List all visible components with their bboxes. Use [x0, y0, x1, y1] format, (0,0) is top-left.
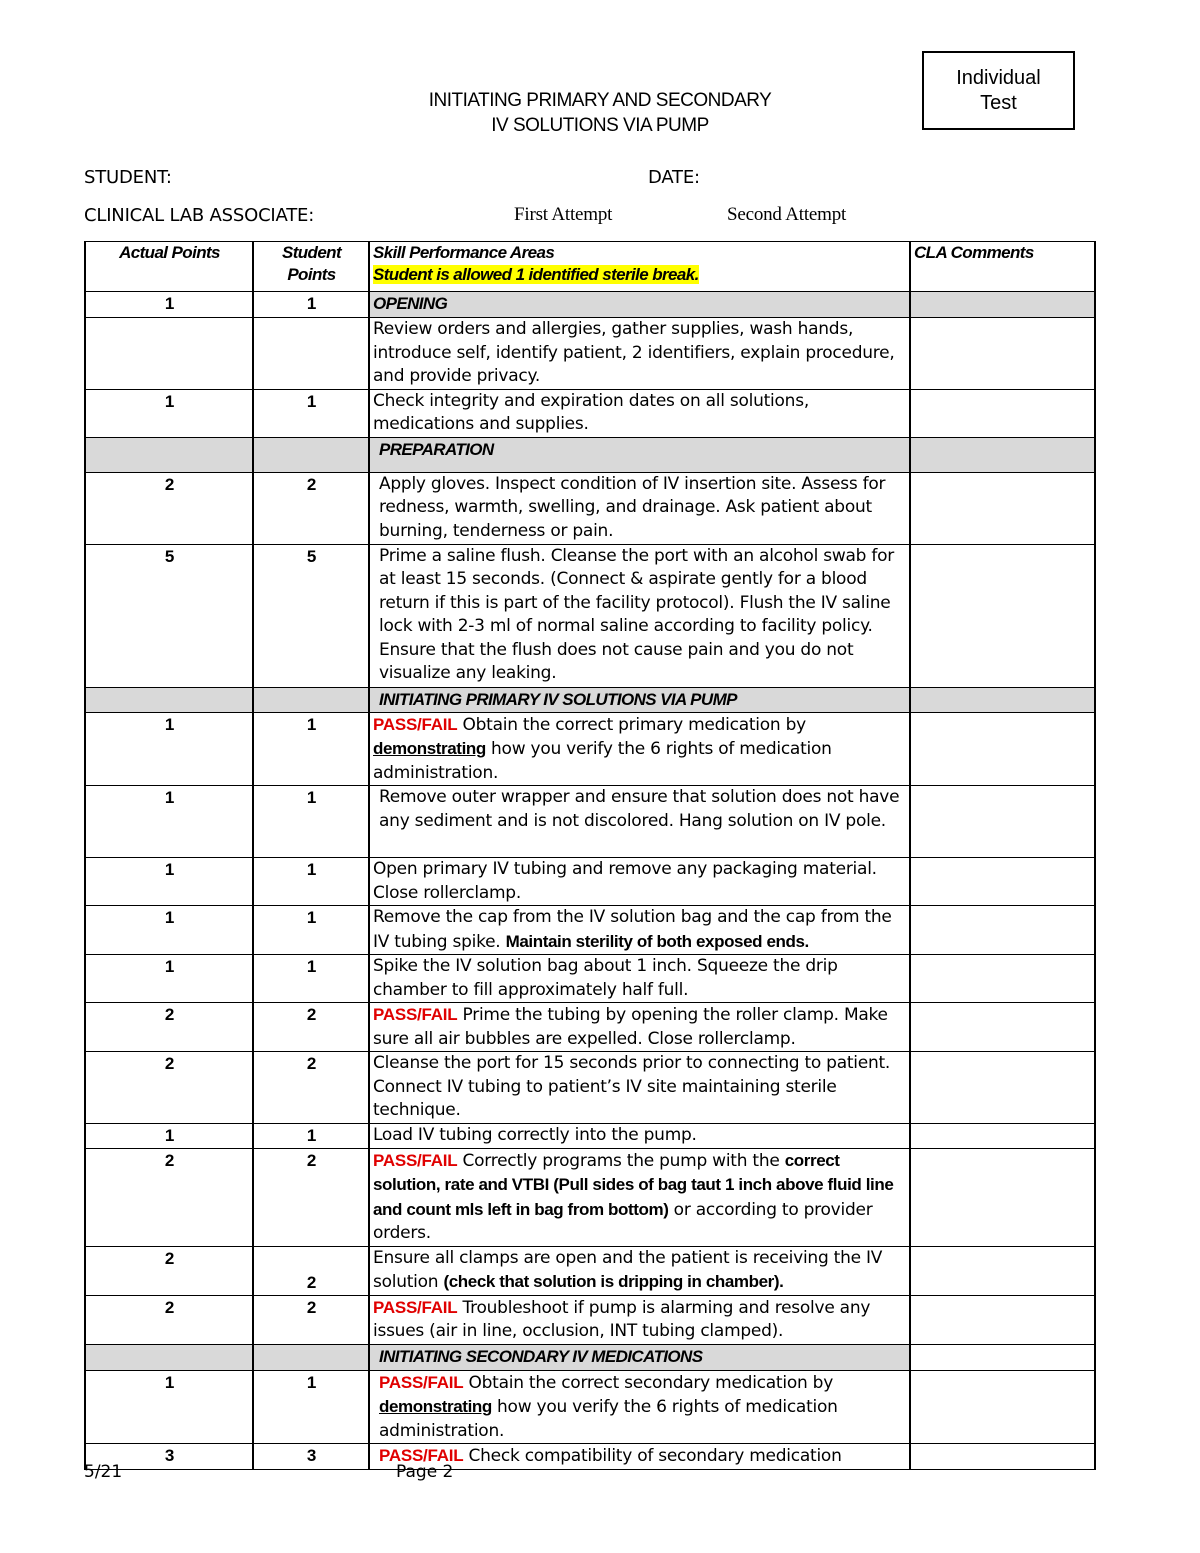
table-row	[85, 786, 1095, 858]
skill-text-part: Remove the cap from the IV solution bag and the cap from the IV tubing spike.	[373, 907, 892, 952]
skill-text: Apply gloves. Inspect condition of IV insertion site. Assess for redness, warmth, swelling, and drainage. Ask patient about burning, tenderness or pain.	[369, 472, 910, 544]
table-row	[85, 858, 1095, 906]
comments-cell	[910, 1295, 1095, 1344]
actual-points: 1	[85, 1370, 253, 1444]
footer-date-code: 5/21	[84, 1462, 123, 1482]
comments-cell	[910, 1052, 1095, 1124]
emphasis-text: correct solution, rate and VTBI (Pull sides of bag taut 1 inch above fluid line and count mls left in bag from bottom)	[373, 1150, 894, 1219]
actual-points: 2	[85, 1052, 253, 1124]
section-label: INITIATING PRIMARY IV SOLUTIONS VIA PUMP	[369, 687, 910, 712]
student-points: 1	[253, 955, 369, 1003]
table-row	[85, 1148, 1095, 1246]
header-skill-title: Skill Performance Areas	[373, 243, 555, 262]
actual-points	[85, 687, 253, 712]
comments-cell	[910, 318, 1095, 390]
comments-cell	[910, 1148, 1095, 1246]
section-row-secondary	[85, 1344, 1095, 1370]
comments-cell	[910, 786, 1095, 858]
header-student-line-2: Points	[287, 265, 336, 284]
skill-text-part: Ensure all clamps are open and the patient is receiving the IV solution	[373, 1247, 883, 1292]
actual-points	[85, 437, 253, 472]
skill-text	[369, 712, 910, 786]
comments-cell	[910, 906, 1095, 955]
student-points: 1	[253, 786, 369, 858]
emphasis-text: demonstrating	[373, 739, 486, 758]
actual-points: 2	[85, 1295, 253, 1344]
section-label: PREPARATION	[369, 437, 910, 472]
skill-text: Spike the IV solution bag about 1 inch. Squeeze the drip chamber to fill approximately half full.	[369, 955, 910, 1003]
student-points: 1	[253, 292, 369, 318]
skill-text-part: Troubleshoot if pump is alarming and resolve any issues (air in line, occlusion, INT tubing clamped).	[373, 1297, 871, 1341]
second-attempt-label: Second Attempt	[727, 204, 847, 225]
skill-text: Load IV tubing correctly into the pump.	[369, 1124, 910, 1149]
table-row	[85, 955, 1095, 1003]
skill-text: Review orders and allergies, gather supplies, wash hands, introduce self, identify patient, 2 identifiers, explain procedure, and provide privacy.	[369, 318, 910, 390]
actual-points: 1	[85, 712, 253, 786]
student-points: 2	[253, 1052, 369, 1124]
student-points: 1	[253, 1124, 369, 1149]
document-title	[300, 88, 900, 138]
emphasis-text: demonstrating	[379, 1397, 492, 1416]
table-row	[85, 544, 1095, 687]
comments-cell	[910, 437, 1095, 472]
comments-cell	[910, 955, 1095, 1003]
section-row-primary	[85, 687, 1095, 712]
skill-text: Remove outer wrapper and ensure that solution does not have any sediment and is not discolored. Hang solution on IV pole.	[369, 786, 910, 858]
table-row	[85, 1370, 1095, 1444]
first-attempt-label: First Attempt	[514, 204, 613, 225]
actual-points: 2	[85, 1148, 253, 1246]
student-points	[253, 687, 369, 712]
comments-cell	[910, 389, 1095, 437]
comments-cell	[910, 1370, 1095, 1444]
skill-text: Prime a saline flush. Cleanse the port with an alcohol swab for at least 15 seconds. (Connect & aspirate gently for a blood return if this is part of the facility protocol). Flush the IV saline lock with 2-3 ml of normal saline according to facility policy. Ensure that the flush does not cause pain and you do not visualize any leaking.	[369, 544, 910, 687]
table-row	[85, 472, 1095, 544]
individual-test-box	[922, 51, 1075, 130]
pass-fail-label: PASS/FAIL	[373, 1005, 458, 1024]
actual-points: 1	[85, 786, 253, 858]
date-label: DATE:	[648, 167, 700, 188]
student-points: 2	[253, 1148, 369, 1246]
student-points	[253, 437, 369, 472]
student-points	[253, 318, 369, 390]
skill-text-part: Check compatibility of secondary medication	[463, 1446, 842, 1466]
skill-text-part: how you verify the 6 rights of medication administration.	[379, 1397, 838, 1441]
student-points: 1	[253, 712, 369, 786]
student-points: 3	[253, 1444, 369, 1470]
comments-cell	[910, 1246, 1095, 1295]
table-row	[85, 1003, 1095, 1052]
table-row	[85, 1246, 1095, 1295]
pass-fail-label: PASS/FAIL	[379, 1372, 464, 1392]
section-row-opening	[85, 292, 1095, 318]
header-skill-performance	[369, 242, 910, 292]
actual-points	[85, 318, 253, 390]
table-row	[85, 1052, 1095, 1124]
pass-fail-label: PASS/FAIL	[373, 714, 458, 734]
skill-text-part: Obtain the correct primary medication by	[457, 714, 806, 735]
table-row	[85, 712, 1095, 786]
title-line-2: IV SOLUTIONS VIA PUMP	[491, 115, 709, 136]
comments-cell	[910, 544, 1095, 687]
comments-cell	[910, 472, 1095, 544]
section-row-preparation	[85, 437, 1095, 472]
actual-points: 2	[85, 472, 253, 544]
actual-points: 1	[85, 292, 253, 318]
comments-cell	[910, 858, 1095, 906]
badge-line-1: Individual	[956, 66, 1041, 89]
header-cla-comments: CLA Comments	[910, 242, 1095, 292]
skill-text	[369, 906, 910, 955]
header-student-points	[253, 242, 369, 292]
pass-fail-label: PASS/FAIL	[373, 1297, 458, 1317]
skill-text	[369, 1148, 910, 1246]
comments-cell	[910, 1003, 1095, 1052]
table-row	[85, 1444, 1095, 1470]
table-row	[85, 1295, 1095, 1344]
emphasis-text: (check that solution is dripping in chamber).	[443, 1272, 784, 1291]
student-points: 5	[253, 544, 369, 687]
student-points: 2	[253, 1295, 369, 1344]
student-points: 2	[253, 1246, 369, 1295]
skill-text	[369, 1246, 910, 1295]
footer-page-number: Page 2	[396, 1462, 454, 1482]
student-points: 1	[253, 858, 369, 906]
skill-text: Cleanse the port for 15 seconds prior to connecting to patient. Connect IV tubing to patient’s IV site maintaining sterile technique.	[369, 1052, 910, 1124]
comments-cell	[910, 1444, 1095, 1470]
sterile-break-note: Student is allowed 1 identified sterile break.	[373, 265, 699, 284]
actual-points: 3	[85, 1444, 253, 1470]
title-line-1: INITIATING PRIMARY AND SECONDARY	[428, 90, 772, 111]
section-label: OPENING	[369, 292, 910, 318]
table-row	[85, 389, 1095, 437]
skills-checklist-table	[84, 241, 1096, 1470]
skill-text-part: or according to provider orders.	[373, 1199, 873, 1243]
student-points: 2	[253, 472, 369, 544]
skill-text	[369, 1003, 910, 1052]
actual-points: 2	[85, 1246, 253, 1295]
skill-text	[369, 1295, 910, 1344]
comments-cell	[910, 292, 1095, 318]
header-student-line-1: Student	[281, 243, 342, 262]
student-points	[253, 1344, 369, 1370]
actual-points: 1	[85, 955, 253, 1003]
comments-cell	[910, 712, 1095, 786]
section-label: INITIATING SECONDARY IV MEDICATIONS	[369, 1344, 910, 1370]
student-label: STUDENT:	[84, 167, 172, 188]
skill-text-part: how you verify the 6 rights of medication administration.	[373, 739, 832, 783]
skill-text: Open primary IV tubing and remove any packaging material. Close rollerclamp.	[369, 858, 910, 906]
comments-cell	[910, 687, 1095, 712]
skill-text-part: Obtain the correct secondary medication by	[463, 1372, 834, 1393]
actual-points: 2	[85, 1003, 253, 1052]
actual-points: 1	[85, 858, 253, 906]
student-points: 1	[253, 906, 369, 955]
header-actual-points: Actual Points	[85, 242, 253, 292]
actual-points: 1	[85, 1124, 253, 1149]
emphasis-text: Maintain sterility of both exposed ends.	[505, 931, 809, 951]
actual-points: 5	[85, 544, 253, 687]
skill-text: Check integrity and expiration dates on all solutions, medications and supplies.	[369, 389, 910, 437]
actual-points: 1	[85, 906, 253, 955]
skill-text-part: Correctly programs the pump with the	[457, 1150, 785, 1171]
skill-text	[369, 1370, 910, 1444]
skill-text-part: Prime the tubing by opening the roller clamp. Make sure all air bubbles are expelled. Close rollerclamp.	[373, 1005, 888, 1049]
pass-fail-label: PASS/FAIL	[373, 1150, 458, 1170]
table-row	[85, 318, 1095, 390]
badge-line-2: Test	[980, 91, 1017, 114]
table-header-row	[85, 242, 1095, 292]
comments-cell	[910, 1344, 1095, 1370]
student-points: 1	[253, 1370, 369, 1444]
student-points: 2	[253, 1003, 369, 1052]
table-row	[85, 906, 1095, 955]
actual-points	[85, 1344, 253, 1370]
pass-fail-label: PASS/FAIL	[379, 1446, 464, 1465]
clinical-lab-associate-label: CLINICAL LAB ASSOCIATE:	[84, 205, 315, 226]
table-row	[85, 1124, 1095, 1149]
actual-points: 1	[85, 389, 253, 437]
student-points: 1	[253, 389, 369, 437]
comments-cell	[910, 1124, 1095, 1149]
